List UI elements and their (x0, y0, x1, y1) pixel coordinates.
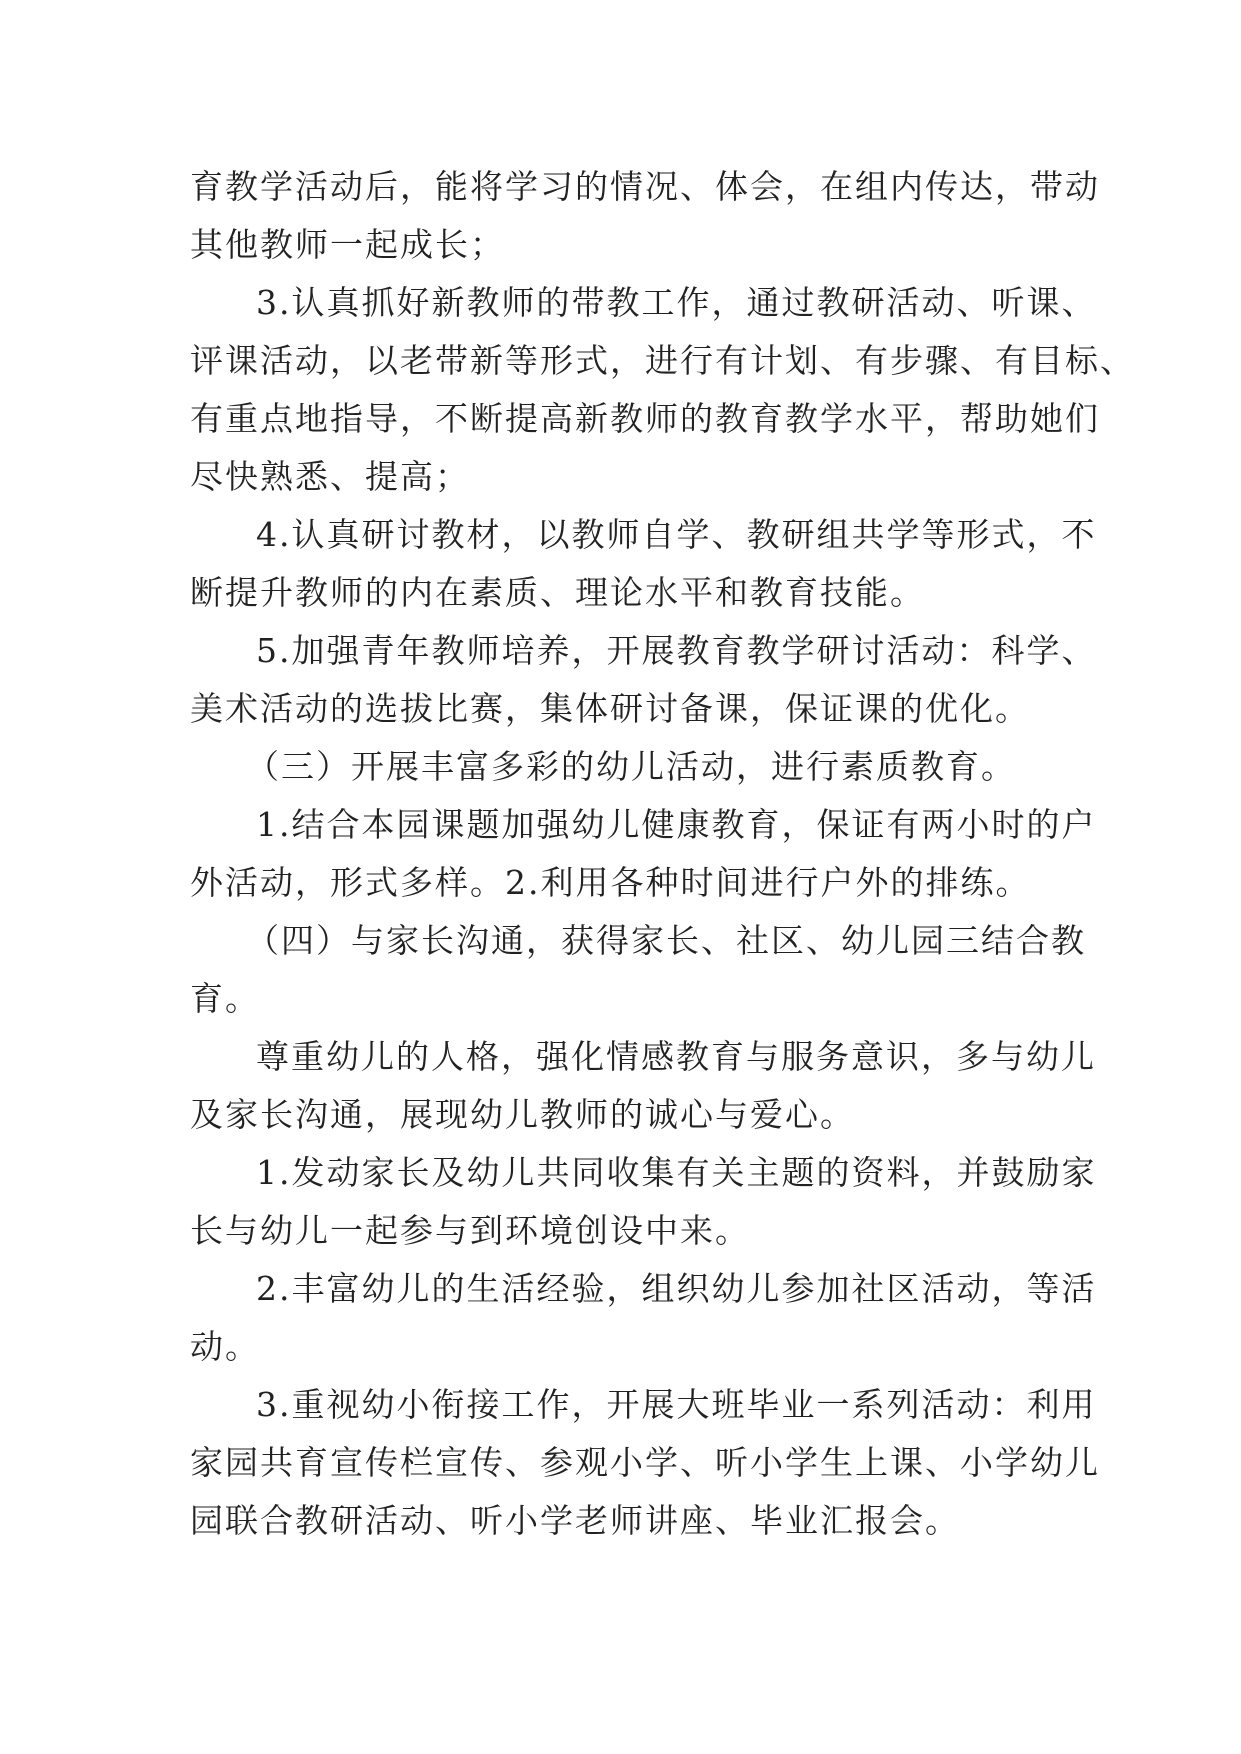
text-line: 1.结合本园课题加强幼儿健康教育，保证有两小时的户 (256, 805, 1097, 844)
text-line: 园联合教研活动、听小学老师讲座、毕业汇报会。 (190, 1501, 960, 1540)
document-body (190, 158, 1135, 1550)
text-line: 2.丰富幼儿的生活经验，组织幼儿参加社区活动，等活 (256, 1269, 1097, 1308)
text-line: 尽快熟悉、提高； (190, 457, 470, 496)
text-line: 5.加强青年教师培养，开展教育教学研讨活动：科学、 (256, 631, 1097, 670)
text-line: 育教学活动后，能将学习的情况、体会，在组内传达，带动 (190, 167, 1100, 206)
text-line: 外活动，形式多样。2.利用各种时间进行户外的排练。 (190, 863, 1031, 902)
paragraph (190, 158, 1100, 274)
text-line: 育。 (190, 979, 260, 1018)
section-heading (190, 738, 1070, 796)
text-line: 3.重视幼小衔接工作，开展大班毕业一系列活动：利用 (256, 1385, 1097, 1424)
paragraph (190, 1260, 1097, 1376)
text-line: 1.发动家长及幼儿共同收集有关主题的资料，并鼓励家 (256, 1153, 1097, 1192)
paragraph (190, 1028, 1096, 1144)
paragraph (190, 1144, 1097, 1260)
text-line: 及家长沟通，展现幼儿教师的诚心与爱心。 (190, 1095, 855, 1134)
section-heading (190, 912, 1086, 1028)
paragraph (190, 274, 1135, 506)
text-line: 动。 (190, 1327, 260, 1366)
text-line: 家园共育宣传栏宣传、参观小学、听小学生上课、小学幼儿 (190, 1443, 1100, 1482)
text-line: 尊重幼儿的人格，强化情感教育与服务意识，多与幼儿 (256, 1037, 1096, 1076)
paragraph (190, 1376, 1100, 1550)
text-line: 3.认真抓好新教师的带教工作，通过教研活动、听课、 (256, 283, 1097, 322)
text-line: 4.认真研讨教材，以教师自学、教研组共学等形式，不 (256, 515, 1097, 554)
text-line: 美术活动的选拔比赛，集体研讨备课，保证课的优化。 (190, 689, 1030, 728)
paragraph (190, 506, 1097, 622)
text-line: 评课活动，以老带新等形式，进行有计划、有步骤、有目标、 (190, 341, 1135, 380)
text-line: 有重点地指导，不断提高新教师的教育教学水平，帮助她们 (190, 399, 1100, 438)
text-line: 其他教师一起成长； (190, 225, 505, 264)
text-line: （四）与家长沟通，获得家长、社区、幼儿园三结合教 (246, 921, 1086, 960)
paragraph (190, 796, 1097, 912)
paragraph (190, 622, 1097, 738)
text-line: 长与幼儿一起参与到环境创设中来。 (190, 1211, 750, 1250)
text-line: （三）开展丰富多彩的幼儿活动，进行素质教育。 (246, 747, 1016, 786)
text-line: 断提升教师的内在素质、理论水平和教育技能。 (190, 573, 925, 612)
